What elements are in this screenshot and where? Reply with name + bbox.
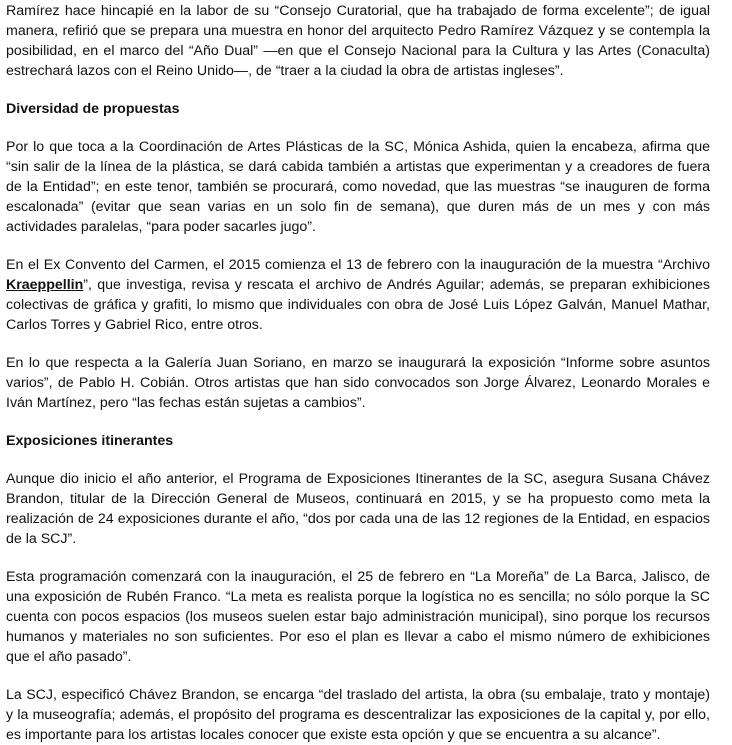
section-heading-exposiciones-itinerantes: Exposiciones itinerantes — [6, 433, 174, 449]
section-heading-diversidad: Diversidad de propuestas — [6, 101, 180, 117]
paragraph-la-morena: Esta programación comenzará con la inauguración, el 25 de febrero en “La Moreña” de La Barca, Jalisco, de una exposición de Rubén Franco. “La meta es realista porque la logística no es sencilla; no sólo porque la SC cuenta con pocos espacios (los museos suelen estar bajo administración municipal), sino porque los recursos humanos y materiales no son suficientes. Por eso el plan es llevar a cabo el mismo número de exhibiciones que el año pasado”. — [6, 569, 710, 665]
paragraph-ex-convento-text-start: En el Ex Convento del Carmen, el 2015 comienza el 13 de febrero con la inauguración de la muestra “Archivo — [6, 257, 710, 273]
paragraph-ex-convento — [6, 255, 710, 335]
paragraph-galeria-juan-soriano: En lo que respecta a la Galería Juan Soriano, en marzo se inaugurará la exposición “Informe sobre asuntos varios”, de Pablo H. Cobián. Otros artistas que han sido convocados son Jorge Álvarez, Leonardo Morales e Iván Martínez, pero “las fechas están sujetas a cambios”. — [6, 355, 710, 411]
kraeppellin-link[interactable]: Kraeppellin — [6, 277, 84, 293]
paragraph-programa-itinerantes: Aunque dio inicio el año anterior, el Programa de Exposiciones Itinerantes de la SC, asegura Susana Chávez Brandon, titular de la Dirección General de Museos, continuará en 2015, y se ha propuesto como meta la realización de 24 exposiciones durante el año, “dos por cada una de las 12 regiones de la Entidad, en espacios de la SCJ”. — [6, 471, 710, 547]
paragraph-ex-convento-text-end: ”, que investiga, revisa y rescata el archivo de Andrés Aguilar; además, se preparan exhibiciones colectivas de gráfica y grafiti, lo mismo que individuales con obra de José Luis López Galván, Manuel Mathar, Carlos Torres y Gabriel Rico, entre otros. — [6, 277, 710, 333]
paragraph-consejo-curatorial: Ramírez hace hincapié en la labor de su “Consejo Curatorial, que ha trabajado de forma excelente”; de igual manera, refirió que se prepara una muestra en honor del arquitecto Pedro Ramírez Vázquez y se contempla la posibilidad, en el marco del “Año Dual” —en que el Consejo Nacional para la Cultura y las Artes (Conaculta) estrechará lazos con el Reino Unido—, de “traer a la ciudad la obra de artistas ingleses”. — [6, 3, 710, 79]
paragraph-artes-plasticas: Por lo que toca a la Coordinación de Artes Plásticas de la SC, Mónica Ashida, quien la encabeza, afirma que “sin salir de la línea de la plástica, se dará cabida también a artistas que experimentan y a creadores de fuera de la Entidad”; en este tenor, también se procurará, como novedad, que las muestras “se inauguren de forma escalonada” (evitar que sean varias en un solo fin de semana), que duren más de un mes y con más actividades paralelas, “para poder sacarles jugo”. — [6, 139, 710, 235]
paragraph-scj-traslado: La SCJ, especificó Chávez Brandon, se encarga “del traslado del artista, la obra (su embalaje, trato y montaje) y la museografía; además, el propósito del programa es descentralizar las exposiciones de la capital y, por ello, es importante para los artistas locales conocer que existe esta opción y que se encuentra a su alcance”. — [6, 687, 710, 743]
